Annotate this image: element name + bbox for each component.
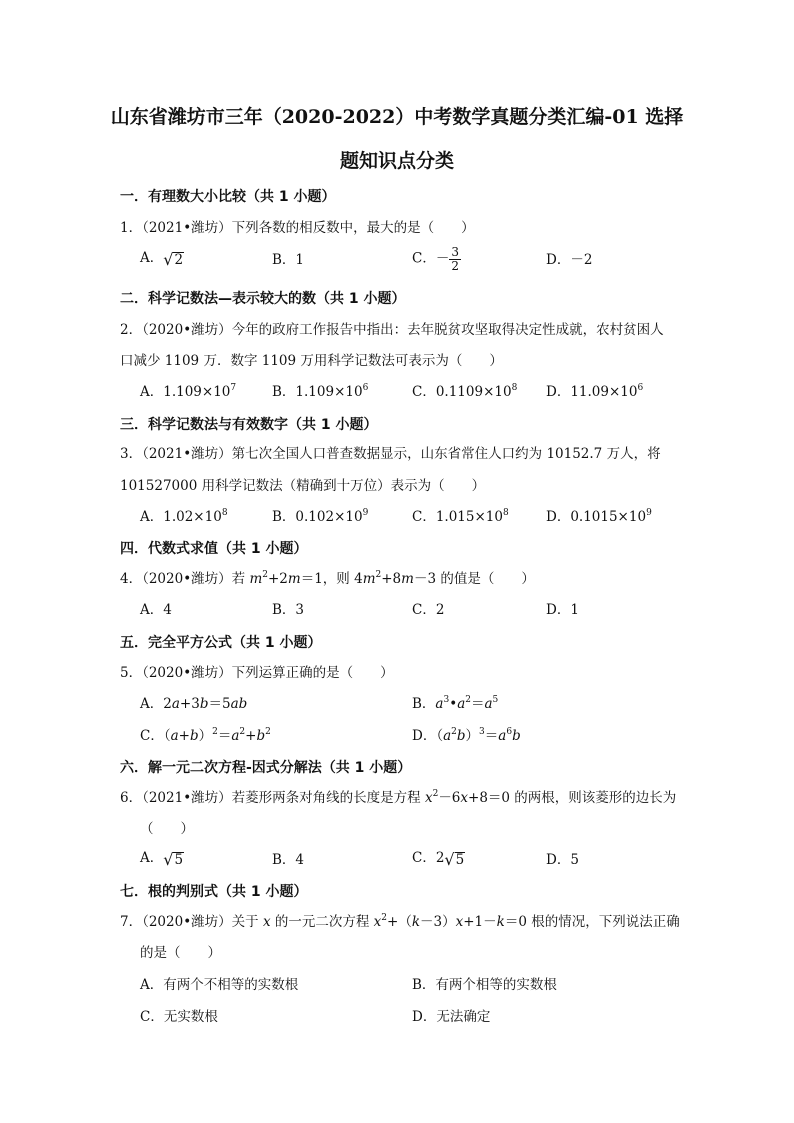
q2-option-b: B．$1.109\times 10^6$	[272, 383, 369, 400]
question-6-line1: 6．（2021•潍坊）若菱形两条对角线的长度是方程 $x^2-6x+8=0$ 的两根，则该菱形的边长为	[120, 789, 677, 806]
q5-option-b: B．$a^3•a^2=a^5$	[412, 695, 499, 712]
q7-option-a: A．有两个不相等的实数根	[140, 977, 299, 993]
q6-option-d: D．5	[546, 852, 579, 868]
question-7-line2: 的是（ ）	[140, 945, 221, 961]
q1-option-a: A． √ 2	[140, 250, 184, 269]
section-heading-6: 六．解一元二次方程-因式分解法（共 1 小题）	[120, 760, 412, 776]
q5-option-a: A．2a+3b＝5ab	[140, 696, 248, 712]
q2-option-c: C．$0.1109\times 10^8$	[412, 383, 518, 400]
question-4-text: 4．（2020•潍坊）若 $m^2+2m=1$，则 $4m^2+8m-3$ 的值是（ ）	[120, 570, 535, 587]
q7-option-d: D．无法确定	[412, 1009, 491, 1025]
section-heading-7: 七．根的判别式（共 1 小题）	[120, 884, 308, 900]
q7-option-c: C．无实数根	[140, 1009, 218, 1025]
question-5-text: 5．（2020•潍坊）下列运算正确的是（ ）	[120, 665, 394, 681]
q2-option-a: A．$1.109\times 10^7$	[140, 383, 237, 400]
question-6-line2: （ ）	[140, 821, 194, 837]
q4-option-c: C．2	[412, 602, 445, 618]
section-heading-4: 四．代数式求值（共 1 小题）	[120, 541, 308, 557]
section-heading-1: 一．有理数大小比较（共 1 小题）	[120, 189, 336, 205]
q7-option-b: B．有两个相等的实数根	[412, 977, 557, 993]
q2-option-d: D．$11.09\times 10^6$	[546, 383, 644, 400]
document-title-line2: 题知识点分类	[339, 150, 454, 172]
question-2-line2: 口减少 1109 万．数字 1109 万用科学记数法可表示为（ ）	[120, 353, 503, 369]
q3-option-c: C．$1.015\times 10^8$	[412, 508, 509, 525]
q5-option-d: D．$(a^2b)^3=a^6b$	[412, 727, 521, 744]
question-1-text: 1．（2021•潍坊）下列各数的相反数中，最大的是（ ）	[120, 220, 475, 236]
question-7-line1: 7．（2020•潍坊）关于 x 的一元二次方程 $x^2+(k-3)x+1-k=0$ 根的情况，下列说法正确	[120, 913, 680, 930]
q4-option-b: B．3	[272, 602, 305, 618]
q4-option-a: A．4	[140, 602, 172, 618]
q3-option-b: B．$0.102\times 10^9$	[272, 508, 369, 525]
q1-option-c: C．－ $\frac{3}{2}$	[412, 245, 459, 273]
q6-option-a: A． √ 5	[140, 850, 184, 869]
section-heading-2: 二．科学记数法—表示较大的数（共 1 小题）	[120, 291, 406, 307]
question-2-line1: 2．（2020•潍坊）今年的政府工作报告中指出：去年脱贫攻坚取得决定性成就，农村贫困人	[120, 322, 664, 338]
question-3-line1: 3．（2021•潍坊）第七次全国人口普查数据显示，山东省常住人口约为 10152.7 万人，将	[120, 446, 661, 462]
document-title-line1: 山东省潍坊市三年（2020-2022）中考数学真题分类汇编-01 选择	[110, 106, 684, 128]
section-heading-5: 五．完全平方公式（共 1 小题）	[120, 635, 322, 651]
q6-option-c: C．2 √ 5	[412, 850, 465, 869]
q1-option-d: D．－2	[546, 252, 593, 268]
q4-option-d: D．1	[546, 602, 579, 618]
q3-option-a: A．$1.02\times 10^8$	[140, 508, 228, 525]
q1-option-b: B．1	[272, 252, 305, 268]
section-heading-3: 三．科学记数法与有效数字（共 1 小题）	[120, 417, 378, 433]
q6-option-b: B．4	[272, 852, 305, 868]
q3-option-d: D．$0.1015\times 10^9$	[546, 508, 652, 525]
question-3-line2: 101527000 用科学记数法（精确到十万位）表示为（ ）	[120, 478, 486, 494]
q5-option-c: C．$(a+b)^2=a^2+b^2$	[140, 727, 271, 744]
